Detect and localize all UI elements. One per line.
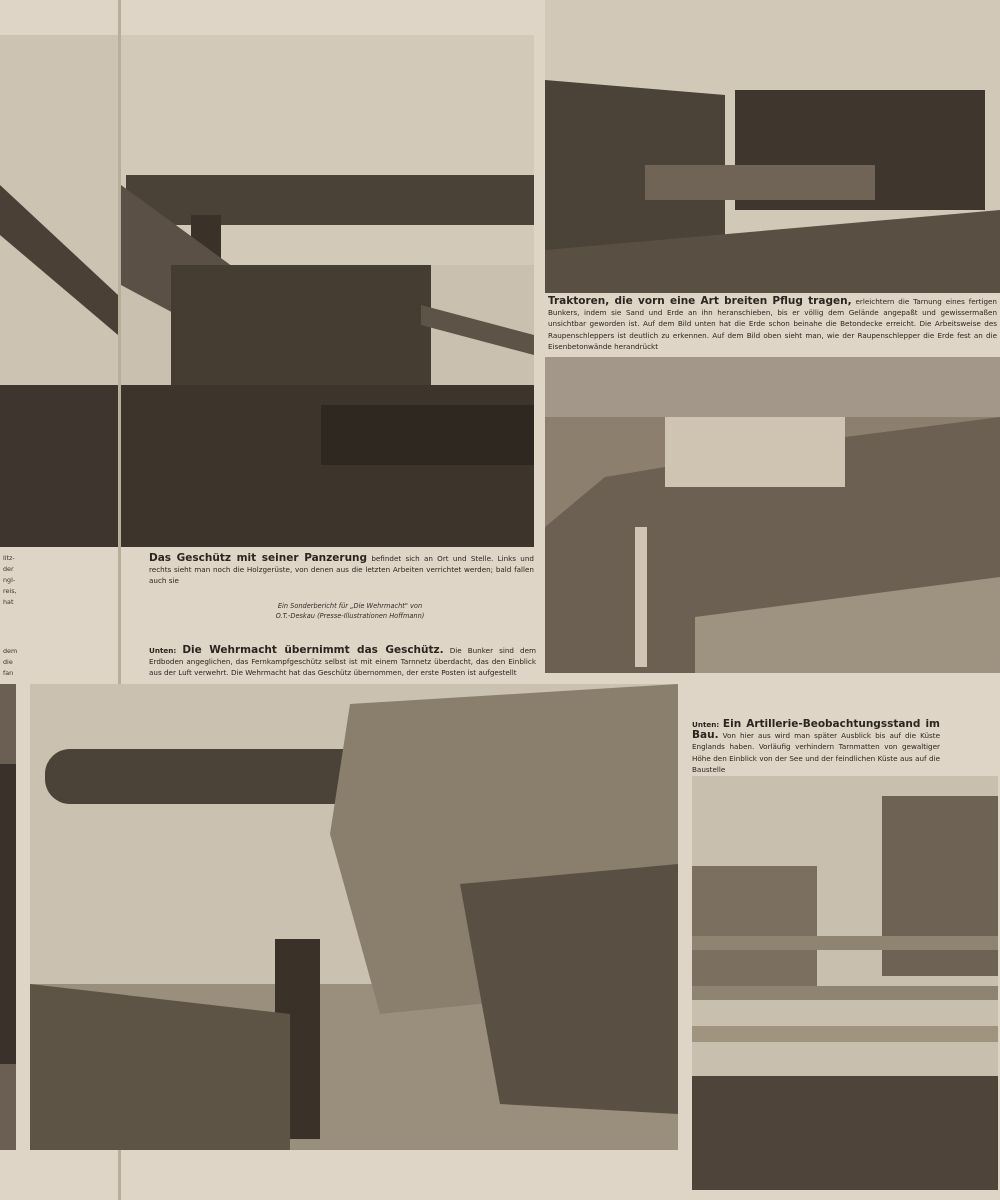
gun-caption <box>149 553 534 587</box>
left-edge-strip-photo <box>0 684 16 1150</box>
credit-line-2: O.T.-Deskau (Presse-Illustrationen Hoffmann) <box>275 612 425 620</box>
left-edge-photo <box>0 35 118 547</box>
left-fragment-text-2: dem die fan <box>3 647 18 677</box>
left-fragment-text: litz- der ngl- reis, hat <box>3 554 17 606</box>
wehrmacht-caption-prefix: Unten: <box>149 646 177 655</box>
tractor-top-photo <box>545 0 1000 293</box>
observation-caption <box>692 719 940 775</box>
tractor-bottom-photo <box>545 357 1000 673</box>
credit-line-1: Ein Sonderbericht für „Die Wehrmacht" von <box>277 602 423 610</box>
gun-caption-lead: Das Geschütz mit seiner Panzerung <box>149 552 368 564</box>
report-credit <box>230 601 470 621</box>
camouflaged-gun-photo <box>30 684 678 1150</box>
gun-armour-photo <box>121 35 534 547</box>
wehrmacht-caption <box>149 645 536 679</box>
tractor-caption-lead: Traktoren, die vorn eine Art breiten Pflug tragen, <box>548 295 852 307</box>
observation-post-photo <box>692 776 998 1190</box>
observation-caption-prefix: Unten: <box>692 720 720 729</box>
wehrmacht-caption-body: Die Bunker sind dem Erdboden angeglichen, das Fernkampfgeschütz selbst ist mit einem Tarnnetz überdacht, das den Einblick aus der Luft verwehrt. Die Wehrmacht hat das Geschütz übernommen, der erste Posten ist aufgestellt <box>149 646 536 678</box>
tractor-caption-body: erleichtern die Tarnung eines fertigen Bunkers, indem sie Sand und Erde an ihn heranschieben, bis er völlig dem Gelände angepaßt und gewissermaßen unsichtbar geworden ist. Auf dem Bild unten hat die Erde schon beinahe die Betondecke erreicht. Die Arbeitsweise des Raupenschleppers ist deutlich zu erkennen. Auf dem Bild oben sieht man, wie der Raupenschlepper die Erde fest an die Eisenbetonwände herandrückt <box>548 297 997 351</box>
gun-caption-body: befindet sich an Ort und Stelle. Links und rechts sieht man noch die Holzgerüste, von denen aus die letzten Arbeiten verrichtet werden; bald fallen auch sie <box>149 554 534 586</box>
observation-caption-body: Von hier aus wird man später Ausblick bis auf die Küste Englands haben. Vorläufig verhindern Tarnmatten von gewaltiger Höhe den Einblick von der See und der feindlichen Küste aus auf die Baustelle <box>692 731 940 774</box>
observation-caption-lead: Ein Artillerie-Beobachtungsstand im Bau. <box>692 718 940 742</box>
tractor-caption <box>548 296 997 352</box>
wehrmacht-caption-lead: Die Wehrmacht übernimmt das Geschütz. <box>182 644 444 656</box>
